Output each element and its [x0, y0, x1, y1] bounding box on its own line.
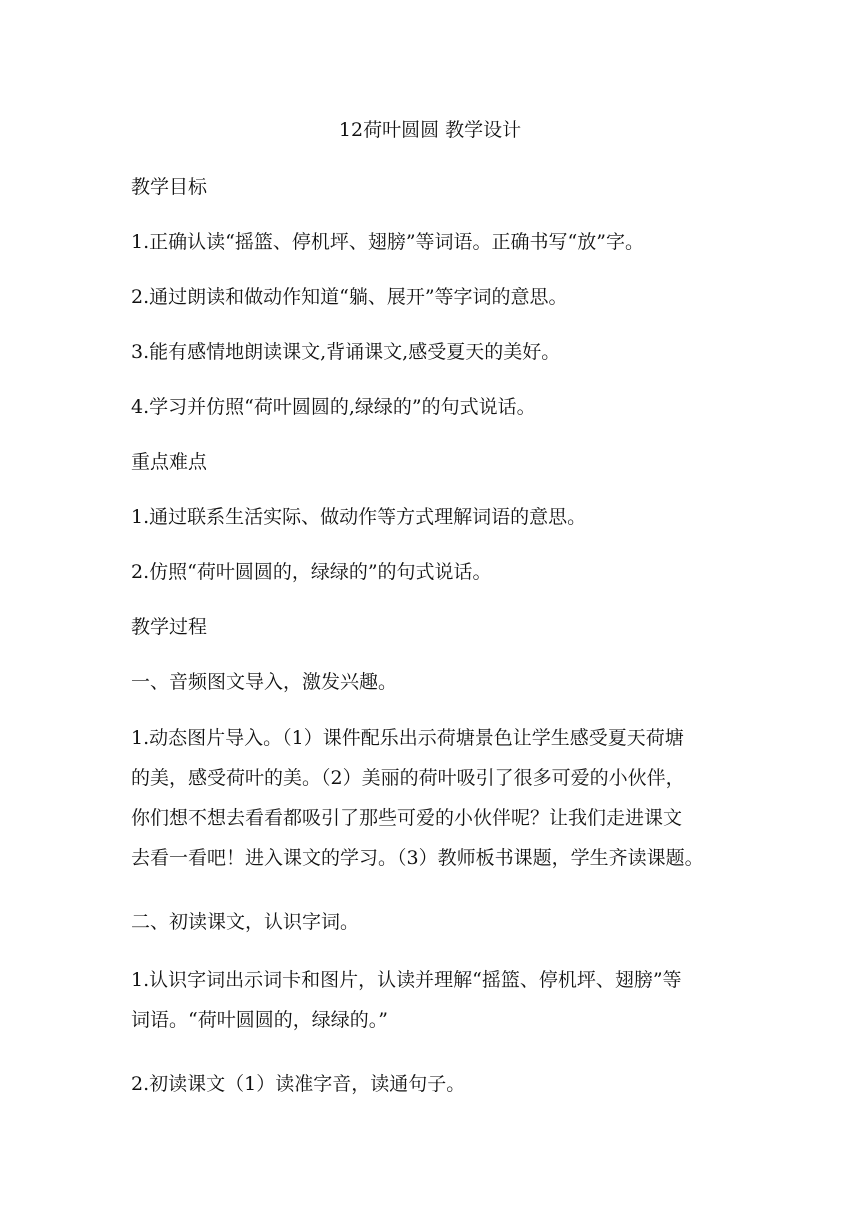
process-part1-paragraph	[131, 718, 731, 878]
process-part2-item2: 2.初读课文（1）读准字音，读通句子。	[131, 1073, 466, 1095]
process-part2-item1	[131, 960, 731, 1040]
key-point-item-1: 1.通过联系生活实际、做动作等方式理解词语的意思。	[131, 506, 587, 528]
paragraph-line: 去看一看吧！进入课文的学习。（3）教师板书课题，学生齐读课题。	[131, 847, 704, 869]
goal-item-2: 2.通过朗读和做动作知道“躺、展开”等字词的意思。	[131, 286, 568, 308]
goal-item-1: 1.正确认读“摇篮、停机坪、翅膀”等词语。正确书写“放”字。	[131, 231, 644, 253]
paragraph-line: 1.认识字词出示词卡和图片，认读并理解“摇篮、停机坪、翅膀”等	[131, 969, 682, 991]
section-heading-process: 教学过程	[131, 616, 208, 638]
section-heading-goals: 教学目标	[131, 176, 208, 198]
paragraph-line: 的美，感受荷叶的美。（2）美丽的荷叶吸引了很多可爱的小伙伴，	[131, 767, 685, 789]
document-title: 12荷叶圆圆 教学设计	[338, 119, 522, 141]
goal-item-3: 3.能有感情地朗读课文,背诵课文,感受夏天的美好。	[131, 341, 561, 363]
key-point-item-2: 2.仿照“荷叶圆圆的，绿绿的”的句式说话。	[131, 561, 492, 583]
paragraph-line: 1.动态图片导入。（1）课件配乐出示荷塘景色让学生感受夏天荷塘	[131, 727, 684, 749]
paragraph-line: 词语。“荷叶圆圆的，绿绿的。”	[131, 1009, 388, 1031]
process-part1-heading: 一、音频图文导入，激发兴趣。	[131, 671, 398, 693]
goal-item-4: 4.学习并仿照“荷叶圆圆的,绿绿的”的句式说话。	[131, 396, 536, 418]
section-heading-key-points: 重点难点	[131, 451, 208, 473]
paragraph-line: 你们想不想去看看都吸引了那些可爱的小伙伴呢？让我们走进课文	[131, 807, 683, 829]
process-part2-heading: 二、初读课文，认识字词。	[131, 911, 360, 933]
